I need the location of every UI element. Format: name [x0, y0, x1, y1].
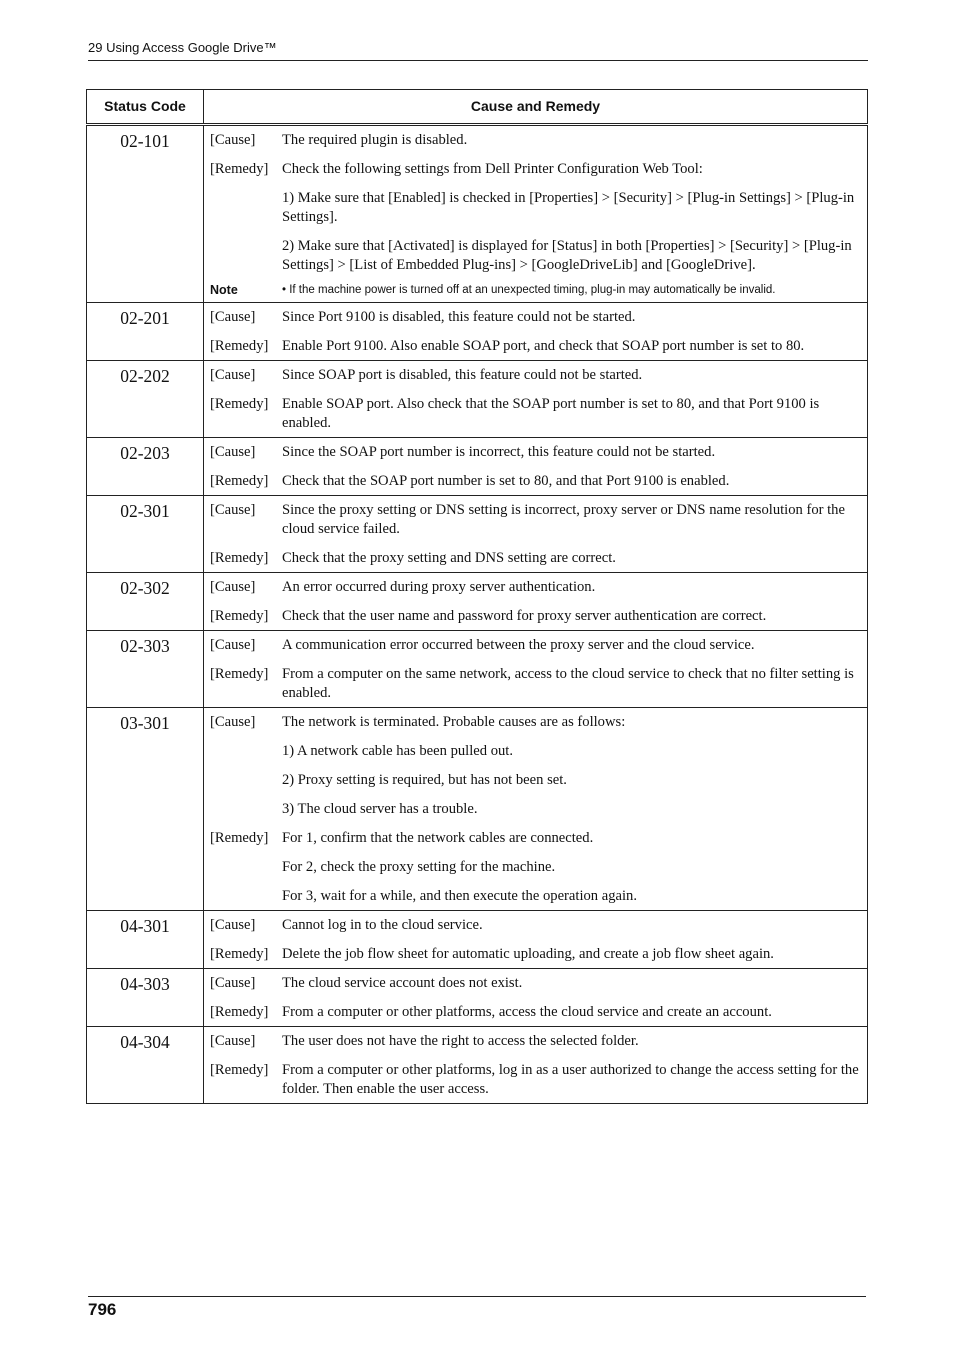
footer-rule — [88, 1296, 866, 1297]
detail-line — [210, 916, 861, 935]
table-row — [87, 303, 868, 361]
note-label: Note — [210, 283, 238, 297]
line-tag — [210, 237, 282, 275]
line-tag: [Cause] — [210, 714, 256, 730]
status-code-cell: 02-201 — [87, 303, 204, 361]
line-tag: [Remedy] — [210, 338, 269, 354]
cause-remedy-cell — [204, 708, 868, 911]
line-tag: [Cause] — [210, 1033, 256, 1049]
line-tag: [Remedy] — [210, 396, 269, 412]
table-row — [87, 573, 868, 631]
status-code-cell: 02-202 — [87, 361, 204, 438]
line-tag: [Cause] — [210, 309, 256, 325]
line-tag: [Remedy] — [210, 1062, 269, 1078]
detail-line — [210, 337, 861, 356]
line-tag: [Cause] — [210, 917, 256, 933]
detail-line — [210, 1061, 861, 1099]
table-row — [87, 969, 868, 1027]
status-code-table — [86, 89, 868, 1104]
detail-line — [210, 1032, 861, 1051]
line-tag: [Remedy] — [210, 946, 269, 962]
line-text: From a computer or other platforms, access the cloud service and create an account. — [282, 1004, 772, 1020]
cause-remedy-cell — [204, 969, 868, 1027]
detail-line — [210, 237, 861, 275]
detail-line — [210, 578, 861, 597]
detail-line — [210, 665, 861, 703]
detail-line — [210, 1003, 861, 1022]
status-code-cell: 02-301 — [87, 496, 204, 573]
line-text: The required plugin is disabled. — [282, 132, 468, 148]
table-header-row — [87, 90, 868, 125]
detail-line — [210, 742, 861, 761]
line-tag: [Remedy] — [210, 1004, 269, 1020]
line-text: Check that the proxy setting and DNS setting are correct. — [282, 550, 616, 566]
cause-remedy-cell — [204, 438, 868, 496]
detail-line — [210, 829, 861, 848]
line-text: A communication error occurred between the proxy server and the cloud service. — [282, 637, 755, 653]
line-tag — [210, 189, 282, 227]
detail-line — [210, 472, 861, 491]
line-text: An error occurred during proxy server authentication. — [282, 579, 596, 595]
line-tag — [210, 858, 282, 877]
line-text: Cannot log in to the cloud service. — [282, 917, 483, 933]
status-code-cell: 02-101 — [87, 125, 204, 303]
detail-line — [210, 607, 861, 626]
table-body — [87, 125, 868, 1104]
line-text: Since Port 9100 is disabled, this feature could not be started. — [282, 309, 636, 325]
line-tag: [Cause] — [210, 975, 256, 991]
running-header: 29 Using Access Google Drive™ — [88, 40, 868, 61]
detail-line — [210, 636, 861, 655]
line-text: 3) The cloud server has a trouble. — [282, 801, 478, 817]
status-code-cell: 04-303 — [87, 969, 204, 1027]
status-code-cell: 03-301 — [87, 708, 204, 911]
line-text: For 1, confirm that the network cables are connected. — [282, 830, 594, 846]
status-code-cell: 02-203 — [87, 438, 204, 496]
detail-line — [210, 366, 861, 385]
detail-line — [210, 549, 861, 568]
table-row — [87, 631, 868, 708]
table-row — [87, 708, 868, 911]
column-header-status-code: Status Code — [87, 90, 204, 125]
line-text: Since the proxy setting or DNS setting is incorrect, proxy server or DNS name resolution for the cloud service failed. — [282, 502, 845, 537]
table-row — [87, 1027, 868, 1104]
line-text: The user does not have the right to access the selected folder. — [282, 1033, 639, 1049]
cause-remedy-cell — [204, 125, 868, 303]
line-text: Check the following settings from Dell Printer Configuration Web Tool: — [282, 161, 703, 177]
line-tag — [210, 887, 282, 906]
cause-remedy-cell — [204, 573, 868, 631]
table-row — [87, 496, 868, 573]
status-code-cell: 02-302 — [87, 573, 204, 631]
cause-remedy-cell — [204, 303, 868, 361]
note-text: • If the machine power is turned off at an unexpected timing, plug-in may automatically be invalid. — [282, 284, 776, 296]
detail-line — [210, 974, 861, 993]
line-text: Check that the SOAP port number is set to 80, and that Port 9100 is enabled. — [282, 473, 730, 489]
detail-line — [210, 131, 861, 150]
column-header-cause-and-remedy: Cause and Remedy — [204, 90, 868, 125]
detail-line — [210, 713, 861, 732]
status-code-cell: 02-303 — [87, 631, 204, 708]
status-code-cell: 04-304 — [87, 1027, 204, 1104]
detail-line — [210, 887, 861, 906]
line-text: From a computer on the same network, access to the cloud service to check that no filter setting is enabled. — [282, 666, 854, 701]
line-text: Enable Port 9100. Also enable SOAP port, and check that SOAP port number is set to 80. — [282, 338, 805, 354]
status-code-cell: 04-301 — [87, 911, 204, 969]
detail-line — [210, 395, 861, 433]
detail-line — [210, 800, 861, 819]
table-row — [87, 438, 868, 496]
note — [210, 282, 861, 298]
cause-remedy-cell — [204, 631, 868, 708]
line-text: 1) Make sure that [Enabled] is checked in [Properties] > [Security] > [Plug-in Settings] > [Plug-in Settings]. — [282, 190, 855, 225]
line-tag: [Remedy] — [210, 473, 269, 489]
line-tag: [Remedy] — [210, 830, 269, 846]
line-tag — [210, 742, 282, 761]
line-text: 2) Make sure that [Activated] is displayed for [Status] in both [Properties] > [Security] > [Plug-in Settings] > [List of Embedded Plug-ins] > [GoogleDriveLib] and [GoogleDrive]. — [282, 238, 852, 273]
cause-remedy-cell — [204, 361, 868, 438]
line-text: Delete the job flow sheet for automatic uploading, and create a job flow sheet again. — [282, 946, 774, 962]
line-text: For 3, wait for a while, and then execute the operation again. — [282, 888, 637, 904]
page-number: 796 — [88, 1300, 117, 1319]
line-text: For 2, check the proxy setting for the machine. — [282, 859, 556, 875]
line-text: Check that the user name and password for proxy server authentication are correct. — [282, 608, 767, 624]
line-text: Enable SOAP port. Also check that the SOAP port number is set to 80, and that Port 9100 is enabled. — [282, 396, 820, 431]
line-tag — [210, 800, 282, 819]
table-row — [87, 911, 868, 969]
cause-remedy-cell — [204, 1027, 868, 1104]
detail-line — [210, 501, 861, 539]
line-tag: [Remedy] — [210, 666, 269, 682]
line-tag — [210, 771, 282, 790]
line-tag: [Remedy] — [210, 608, 269, 624]
line-tag: [Cause] — [210, 444, 256, 460]
detail-line — [210, 189, 861, 227]
table-row — [87, 361, 868, 438]
line-text: 2) Proxy setting is required, but has not been set. — [282, 772, 567, 788]
cause-remedy-cell — [204, 496, 868, 573]
detail-line — [210, 160, 861, 179]
line-text: 1) A network cable has been pulled out. — [282, 743, 514, 759]
line-text: The network is terminated. Probable causes are as follows: — [282, 714, 626, 730]
line-tag: [Cause] — [210, 502, 256, 518]
line-tag: [Remedy] — [210, 161, 269, 177]
table-row — [87, 125, 868, 303]
cause-remedy-cell — [204, 911, 868, 969]
detail-line — [210, 858, 861, 877]
line-text: The cloud service account does not exist. — [282, 975, 523, 991]
line-text: Since SOAP port is disabled, this feature could not be started. — [282, 367, 643, 383]
line-tag: [Cause] — [210, 579, 256, 595]
line-tag: [Cause] — [210, 637, 256, 653]
detail-line — [210, 308, 861, 327]
detail-line — [210, 443, 861, 462]
line-tag: [Remedy] — [210, 550, 269, 566]
line-tag: [Cause] — [210, 367, 256, 383]
line-tag: [Cause] — [210, 132, 256, 148]
line-text: Since the SOAP port number is incorrect, this feature could not be started. — [282, 444, 716, 460]
detail-line — [210, 771, 861, 790]
line-text: From a computer or other platforms, log in as a user authorized to change the access setting for the folder. Then enable the user access. — [282, 1062, 859, 1097]
detail-line — [210, 945, 861, 964]
